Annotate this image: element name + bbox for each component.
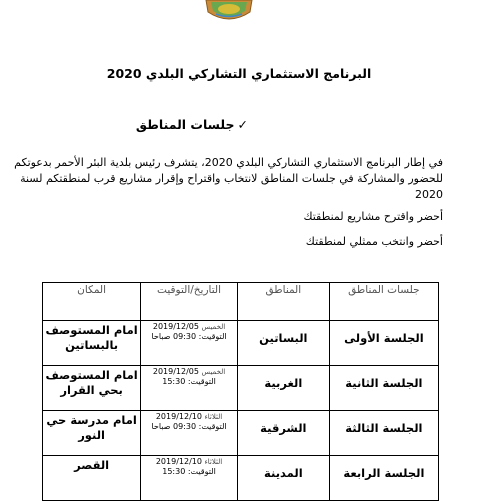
area-cell: الغربية <box>237 366 329 411</box>
table-row <box>43 411 439 456</box>
elect-representatives-line: أحضر وانتخب ممثلي لمنطقتك <box>305 235 443 248</box>
day-text: الخميس <box>201 323 226 331</box>
table-header-row <box>43 283 439 321</box>
header-place: المكان <box>43 283 141 321</box>
check-icon: ✓ <box>237 117 248 132</box>
header-area: المناطق <box>237 283 329 321</box>
session-cell: الجلسة الثانية <box>329 366 438 411</box>
area-cell: المدينة <box>237 456 329 501</box>
section-heading <box>136 117 248 132</box>
header-datetime: التاريخ/التوقيت <box>141 283 238 321</box>
day-text: الثلاثاء <box>204 413 223 421</box>
date-text: 2019/12/10 <box>155 457 202 466</box>
day-text: الخميس <box>201 368 226 376</box>
time-text: التوقيت: 15:30 <box>162 467 216 476</box>
header-session: جلسات المناطق <box>329 283 438 321</box>
invitation-paragraph: في إطار البرنامج الاستثماري التشاركي البلدي 2020، يتشرف رئيس بلدية البئر الأحمر بدعوتكم للحضور والمشاركة في جلسات المناطق لانتخاب واقتراح وإقرار مشاريع قرب لمنطقتكم لسنة 2020 <box>14 156 443 201</box>
place-cell: امام المستوصف بالبساتين <box>43 321 141 366</box>
page-title: البرنامج الاستثماري التشاركي البلدي 2020 <box>106 66 372 81</box>
propose-projects-line: أحضر واقترح مشاريع لمنطقتك <box>303 210 443 223</box>
place-cell: القصر <box>43 456 141 501</box>
date-text: 2019/12/05 <box>152 367 199 376</box>
date-text: 2019/12/10 <box>155 412 202 421</box>
area-cell: الشرقية <box>237 411 329 456</box>
place-cell: امام المستوصف بحي القرار <box>43 366 141 411</box>
date-text: 2019/12/05 <box>152 322 199 331</box>
municipality-seal-icon <box>202 0 256 24</box>
table-row <box>43 321 439 366</box>
datetime-cell <box>141 456 238 501</box>
time-text: التوقيت: 09:30 صباحا <box>151 332 227 341</box>
session-cell: الجلسة الثالثة <box>329 411 438 456</box>
table-row <box>43 366 439 411</box>
datetime-cell <box>141 411 238 456</box>
sessions-table <box>42 282 439 501</box>
time-text: التوقيت: 15:30 <box>162 377 216 386</box>
table-row <box>43 456 439 501</box>
datetime-cell <box>141 366 238 411</box>
time-text: التوقيت: 09:30 صباحا <box>151 422 227 431</box>
area-cell: البساتين <box>237 321 329 366</box>
session-cell: الجلسة الأولى <box>329 321 438 366</box>
place-cell: امام مدرسة حي النور <box>43 411 141 456</box>
datetime-cell <box>141 321 238 366</box>
section-heading-text: جلسات المناطق <box>135 117 235 132</box>
day-text: الثلاثاء <box>204 458 223 466</box>
session-cell: الجلسة الرابعة <box>329 456 438 501</box>
